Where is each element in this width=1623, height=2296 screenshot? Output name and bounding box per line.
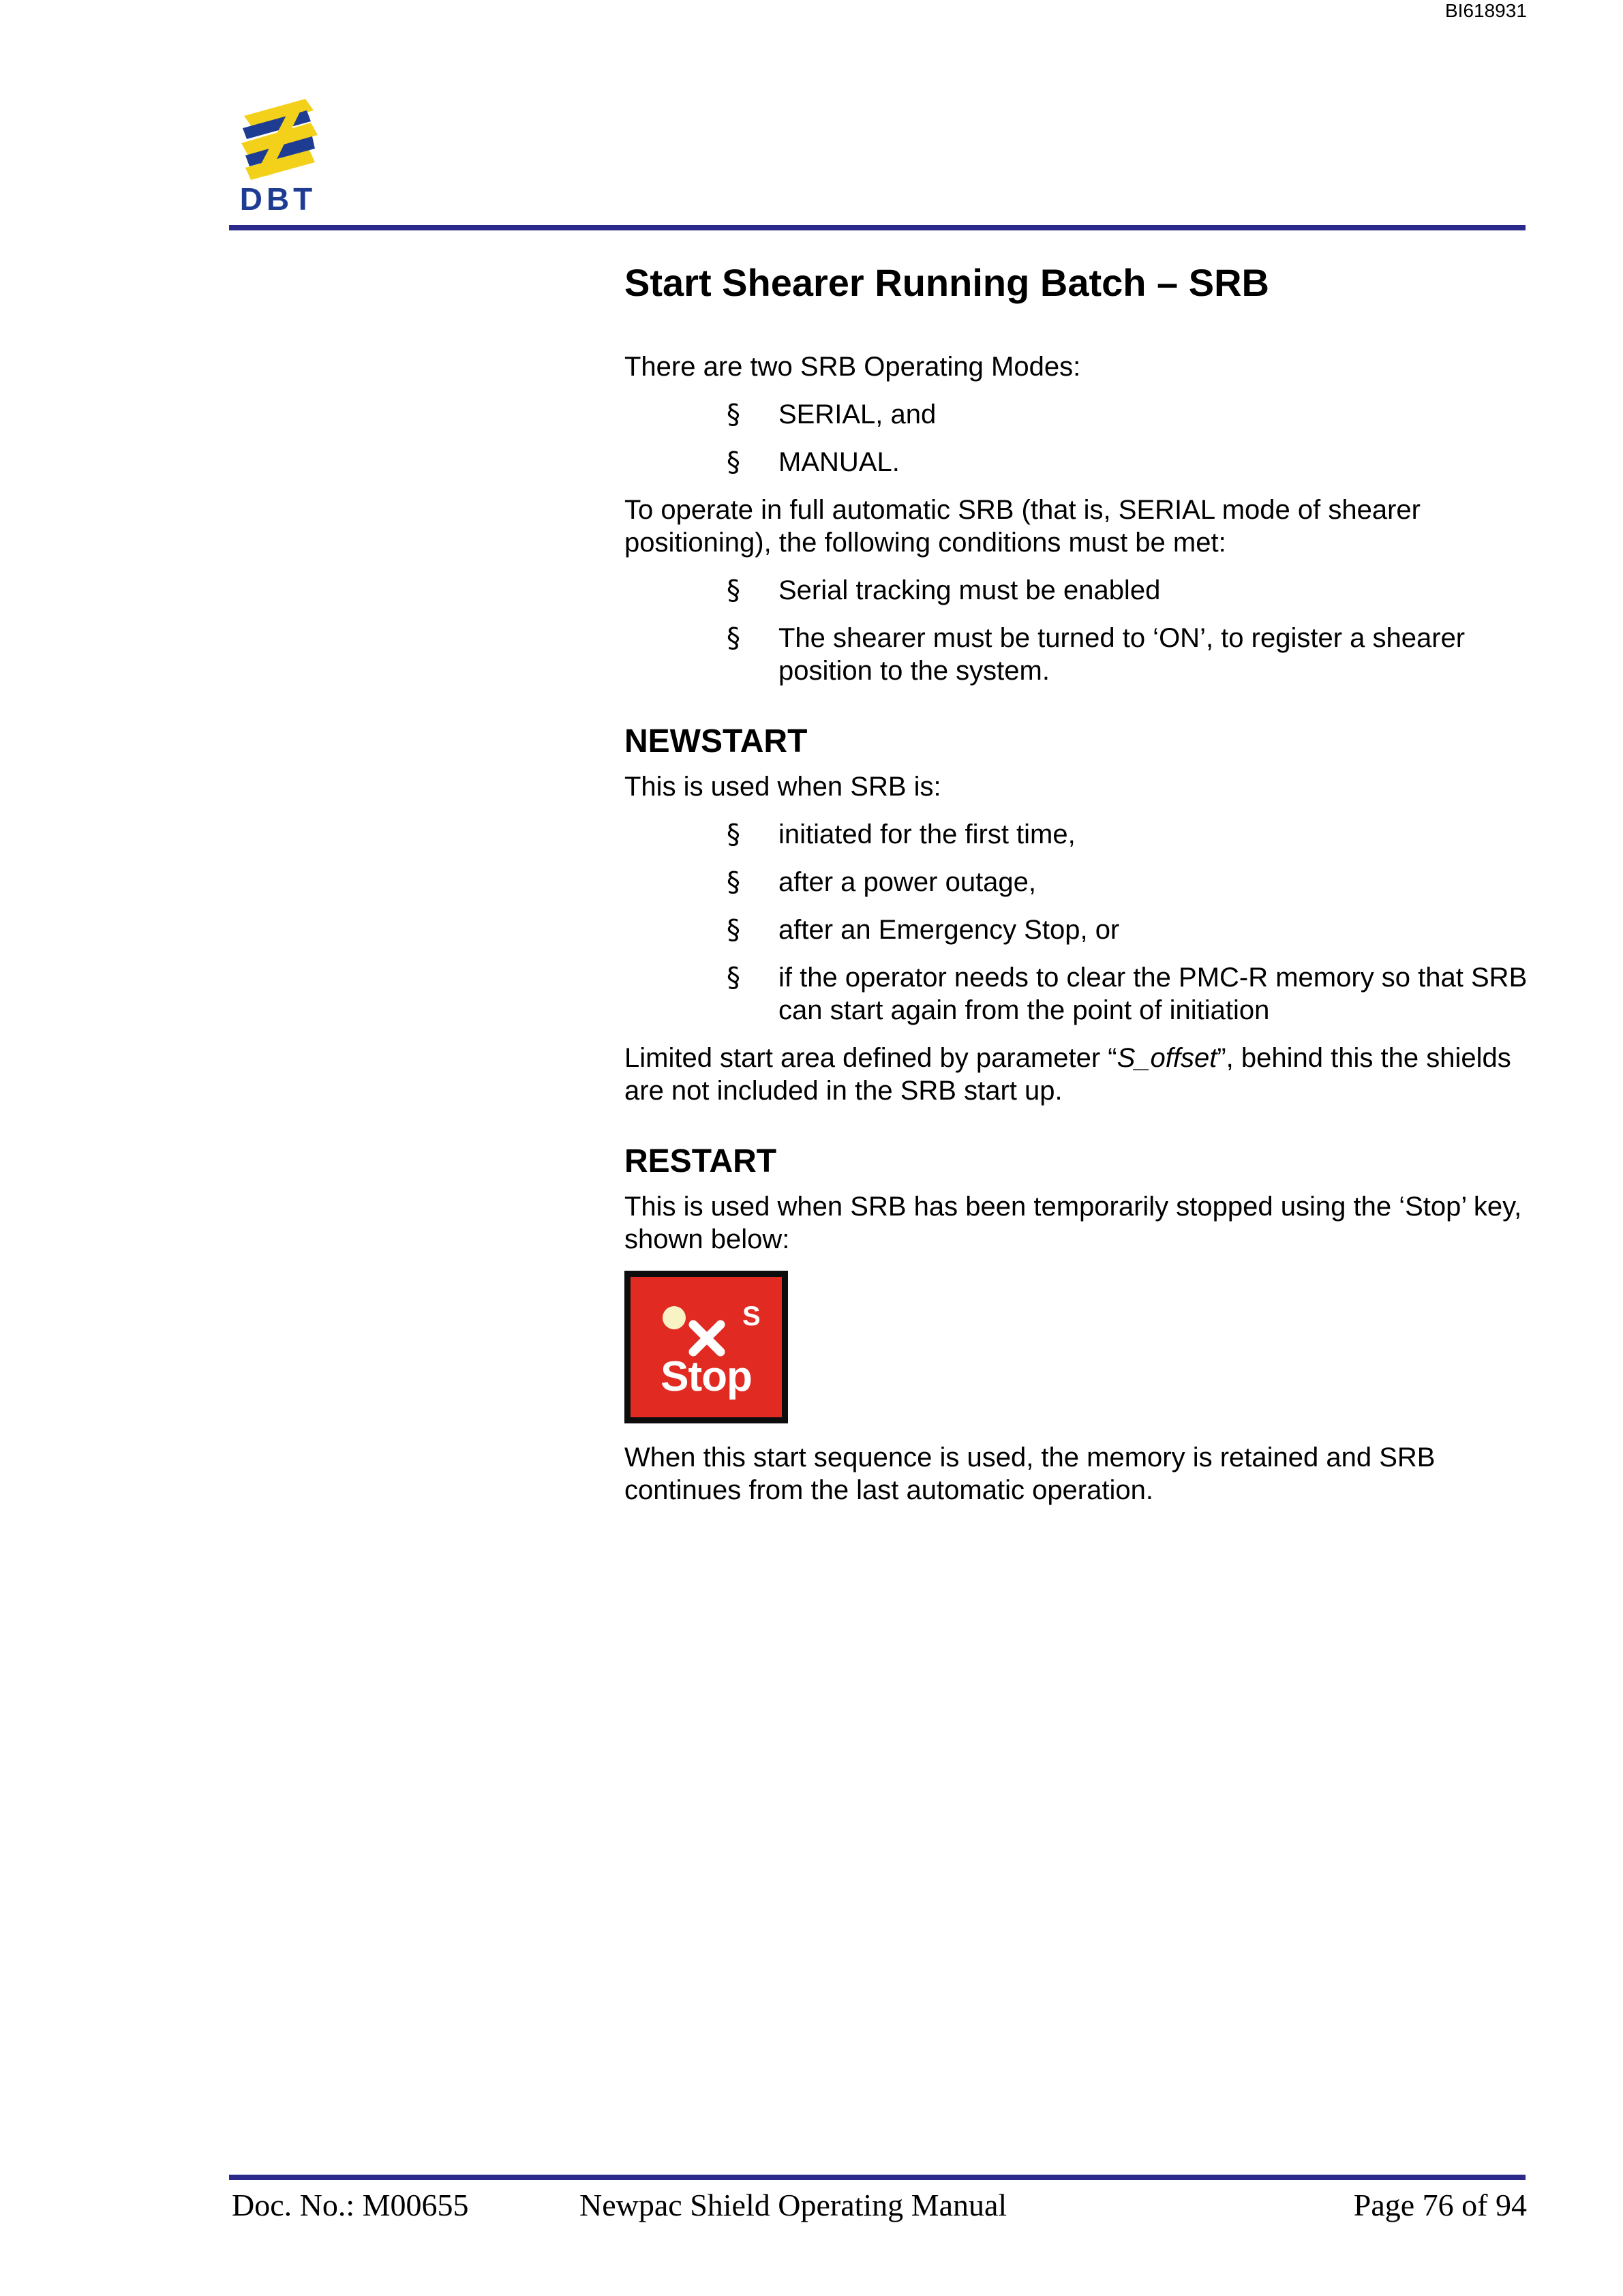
indicator-led-icon [663, 1306, 686, 1329]
newstart-list [624, 818, 1531, 1027]
list-item: § after a power outage, [727, 866, 1037, 898]
list-item: § initiated for the first time, [727, 819, 1076, 850]
x-icon [693, 1325, 721, 1352]
bullet-mark: § [727, 622, 740, 654]
header-rule [229, 225, 1526, 230]
newstart-intro: This is used when SRB is: [624, 772, 941, 802]
stop-key-image [624, 1271, 788, 1423]
bullet-mark: § [727, 866, 740, 898]
list-item: § SERIAL, and [727, 399, 937, 430]
list-item: § Serial tracking must be enabled [727, 575, 1161, 606]
dbt-logo [230, 95, 326, 215]
page-footer [232, 2181, 1527, 2229]
page-title: Start Shearer Running Batch – SRB [624, 261, 1269, 304]
parameter-name: S_offset [1117, 1043, 1217, 1073]
dbt-logo-icon [230, 95, 326, 215]
list-item: § if the operator needs to clear the PMC-R memory so that SRB can start again from the point of initiation [727, 962, 1528, 1025]
bullet-mark: § [727, 575, 740, 606]
bullet-mark: § [727, 962, 740, 993]
bullet-mark: § [727, 819, 740, 850]
document-id: BI618931 [1445, 0, 1527, 21]
newstart-heading: NEWSTART [624, 723, 808, 759]
restart-intro: This is used when SRB has been temporarily stopped using the ‘Stop’ key, shown below: [624, 1192, 1522, 1254]
list-item: § MANUAL. [727, 447, 900, 478]
footer-page-number: Page 76 of 94 [1353, 2188, 1527, 2222]
main-content [624, 259, 1531, 1522]
bullet-mark: § [727, 914, 740, 946]
stop-key-superscript: S [742, 1301, 761, 1331]
footer-manual-title: Newpac Shield Operating Manual [579, 2188, 1007, 2222]
limited-start-text: Limited start area defined by parameter “S_offset”, behind this the shields are not included in the SRB start up. [624, 1043, 1511, 1106]
bullet-mark: § [727, 447, 740, 478]
footer-rule [229, 2175, 1526, 2180]
restart-outro: When this start sequence is used, the memory is retained and SRB continues from the last automatic operation. [624, 1442, 1436, 1505]
conditions-list [624, 574, 1531, 687]
modes-list [624, 398, 1531, 479]
restart-heading: RESTART [624, 1143, 777, 1179]
operate-text: To operate in full automatic SRB (that is, SERIAL mode of shearer positioning), the following conditions must be met: [624, 495, 1421, 558]
logo-text: DBT [239, 181, 317, 215]
bullet-mark: § [727, 399, 740, 430]
stop-key-label: Stop [661, 1353, 752, 1400]
list-item: § The shearer must be turned to ‘ON’, to register a shearer position to the system. [727, 622, 1466, 686]
intro-text: There are two SRB Operating Modes: [624, 352, 1081, 382]
list-item: § after an Emergency Stop, or [727, 914, 1120, 946]
footer-doc-number: Doc. No.: M00655 [232, 2188, 469, 2222]
